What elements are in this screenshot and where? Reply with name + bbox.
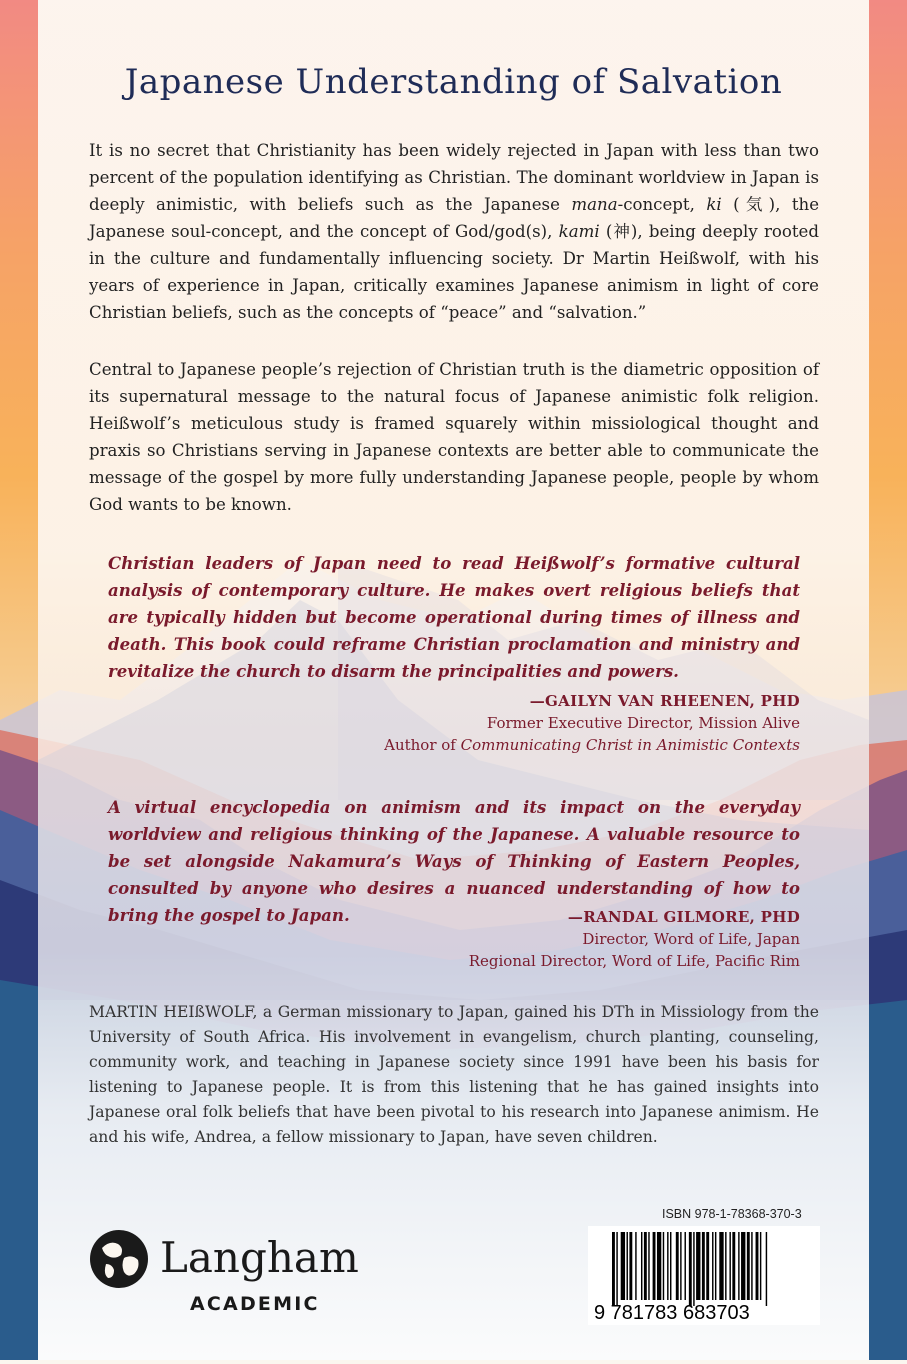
publisher-imprint: ACADEMIC bbox=[190, 1293, 320, 1315]
p1-text-d: (神), being deeply rooted in the culture and fundamentally influencing society. Dr Martin Heißwolf, with his years of experience in Japan, critically examines Japanese animism in light of core Christian beliefs, such as the concepts of “peace” and “salvation.” bbox=[89, 222, 819, 322]
barcode-bar bbox=[741, 1232, 745, 1300]
barcode-bar bbox=[760, 1232, 761, 1300]
barcode-bar bbox=[729, 1232, 730, 1300]
endorser-role-2a: Director, Word of Life, Japan bbox=[582, 930, 800, 948]
p1-text-b: -concept, bbox=[617, 195, 707, 214]
p1-text-a: It is no secret that Christianity has been widely rejected in Japan with less than two percent of the population identifying as Christian. The dominant worldview in Japan is deeply animistic, with beliefs such as the Japanese bbox=[89, 141, 819, 214]
barcode-bar bbox=[766, 1232, 767, 1306]
barcode-bar bbox=[641, 1232, 642, 1300]
barcode-bar bbox=[693, 1232, 694, 1306]
barcode-digits-text: 9 781783 683703 bbox=[594, 1302, 750, 1324]
endorser-book-title: Communicating Christ in Animistic Contexts bbox=[460, 736, 800, 754]
endorsement-quote-2: A virtual encyclopedia on animism and its impact on the everyday worldview and religious thinking of the Japanese. A valuable resource to be set alongside Nakamura’s Ways of Thinking of Eastern Peoples, consulted by anyone who desires a nuanced understanding of how to bring the gospel to Japan. bbox=[108, 797, 800, 925]
endorsement-attribution-2 bbox=[469, 906, 800, 972]
barcode-bar bbox=[612, 1232, 615, 1306]
term-mana: mana bbox=[571, 195, 618, 214]
barcode-bar bbox=[644, 1232, 647, 1300]
term-ki: ki bbox=[706, 195, 722, 214]
barcode-bar bbox=[676, 1232, 679, 1300]
description-paragraph-2: Central to Japanese people’s rejection of Christian truth is the diametric opposition of its supernatural message to the natural focus of Japanese animistic folk religion. Heißwolf’s meticulous study is framed squarely within missiological thought and praxis so Christians serving in Japanese contexts are better able to communicate the message of the gospel by more fully understanding Japanese people, people by whom God wants to be known. bbox=[89, 360, 819, 514]
barcode-bar bbox=[689, 1232, 692, 1306]
author-bio: MARTIN HEIßWOLF, a German missionary to Japan, gained his DTh in Missiology from the University of South Africa. His involvement in evangelism, church planting, counseling, community work, and teaching in Japanese society since 1991 have been his basis for listening to Japanese people. It is from this listening that he has gained insights into Japanese oral folk beliefs that have been pivotal to his research into Japanese animism. He and his wife, Andrea, a fellow missionary to Japan, have seven children. bbox=[89, 1003, 819, 1146]
publisher-name: Langham bbox=[160, 1233, 359, 1282]
barcode-bar bbox=[715, 1232, 716, 1300]
endorser-name-2: —RANDAL GILMORE, PHD bbox=[567, 908, 800, 926]
barcode-bar bbox=[725, 1232, 726, 1300]
barcode-bar bbox=[738, 1232, 739, 1300]
barcode-bar bbox=[719, 1232, 723, 1300]
barcode-bar bbox=[657, 1232, 661, 1300]
barcode-bar bbox=[621, 1232, 625, 1300]
description-paragraph-1 bbox=[89, 137, 819, 326]
barcode-bar bbox=[648, 1232, 649, 1300]
barcode-bar bbox=[653, 1232, 656, 1300]
barcode-bar bbox=[629, 1232, 632, 1300]
barcode-bar bbox=[751, 1232, 752, 1300]
page-title: Japanese Understanding of Salvation bbox=[124, 62, 783, 102]
endorser-role-1b-prefix: Author of bbox=[384, 736, 461, 754]
term-kami: kami bbox=[558, 222, 600, 241]
barcode-bar bbox=[616, 1232, 617, 1306]
p1-text-c: (気), the Japanese soul-concept, and the concept of God/god(s), bbox=[89, 195, 820, 241]
endorser-role-1a: Former Executive Director, Mission Alive bbox=[486, 714, 800, 732]
barcode-bar bbox=[732, 1232, 735, 1300]
endorser-role-2b: Regional Director, Word of Life, Pacific Rim bbox=[468, 952, 800, 970]
barcode-bar bbox=[702, 1232, 705, 1300]
barcode-bar bbox=[712, 1232, 713, 1300]
langham-globe-icon bbox=[88, 1228, 150, 1290]
endorser-name-1: —GAILYN VAN RHEENEN, PHD bbox=[529, 692, 800, 710]
barcode-bar bbox=[635, 1232, 636, 1300]
endorsement-quote-1: Christian leaders of Japan need to read Heißwolf’s formative cultural analysis of contemporary culture. He makes overt religious beliefs that are typically hidden but become operational during times of illness and death. This book could reframe Christian proclamation and ministry and revitalize the church to disarm the principalities and powers. bbox=[108, 553, 800, 681]
endorser-role-1b bbox=[384, 734, 800, 756]
barcode-bar bbox=[685, 1232, 686, 1300]
isbn-label: ISBN 978-1-78368-370-3 bbox=[662, 1207, 802, 1221]
barcode-bar bbox=[747, 1232, 750, 1300]
barcode-bar bbox=[706, 1232, 709, 1300]
barcode-bar bbox=[756, 1232, 759, 1300]
barcode-bar bbox=[627, 1232, 628, 1300]
barcode-bar bbox=[670, 1232, 671, 1300]
barcode-bar bbox=[663, 1232, 664, 1300]
barcode-bar bbox=[696, 1232, 700, 1300]
endorsement-attribution-1 bbox=[384, 690, 800, 756]
barcode-bar bbox=[667, 1232, 668, 1300]
barcode-bars bbox=[588, 1226, 820, 1306]
barcode-bar bbox=[680, 1232, 681, 1300]
